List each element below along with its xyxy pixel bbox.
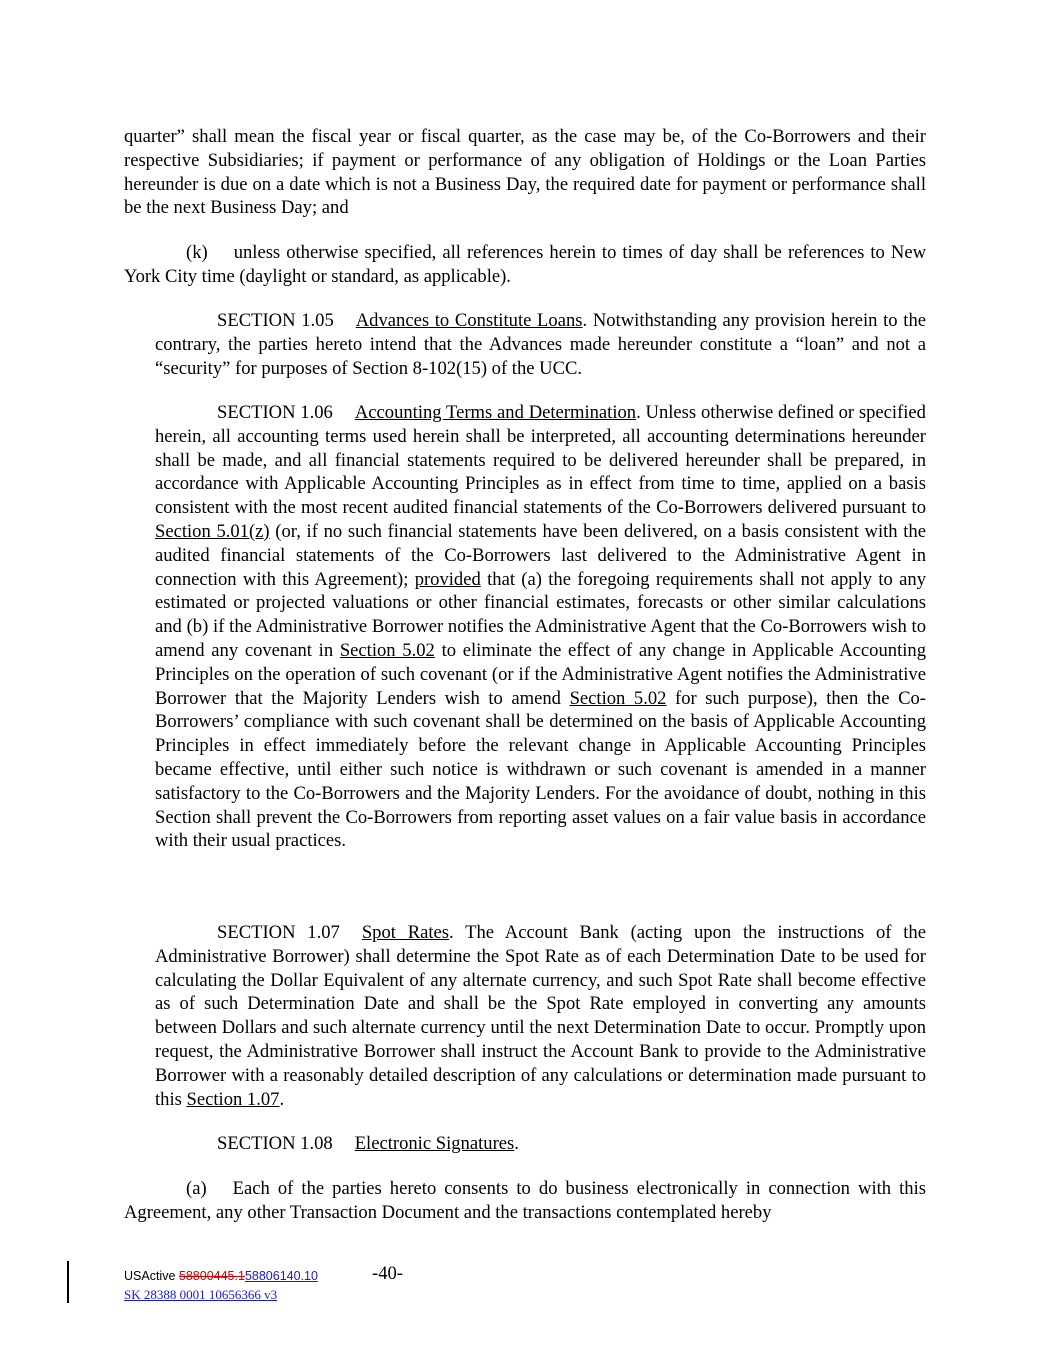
section-1-05: SECTION 1.05 Advances to Constitute Loans. Notwithstanding any provision herein to the contrary, the parties hereto intend that the Advances made hereunder constitute a “loan” and not a “security” for purposes of Section 8-102(15) of the UCC. [155, 310, 926, 379]
section-heading: Electronic Signatures [354, 1133, 515, 1154]
section-heading: Spot Rates [361, 922, 450, 943]
paragraph-intro: quarter” shall mean the fiscal year or fiscal quarter, as the case may be, of the Co-Borrowers and their respective Subsidiaries; if payment or performance of any obligation of Holdings or the Loan Parties hereunder is due on a date which is not a Business Day, the required date for payment or performance shall be the next Business Day; and [124, 126, 926, 219]
clause-label-k: (k) [186, 242, 208, 263]
usactive-label: USActive [124, 1269, 179, 1283]
section-number: SECTION 1.06 [217, 402, 333, 423]
cross-reference: Section 1.07 [186, 1088, 280, 1110]
cross-reference: Section 5.02 [339, 639, 435, 661]
footer-doc-id: SK 28388 0001 10656366 v3 [124, 1287, 278, 1302]
section-heading: Advances to Constitute Loans [355, 310, 583, 331]
paragraph-k: (k) unless otherwise specified, all references herein to times of day shall be references to New York City time (daylight or standard, as applicable). [124, 242, 926, 287]
clause-label-a: (a) [186, 1178, 207, 1199]
section-1-07: SECTION 1.07 Spot Rates. The Account Bank (acting upon the instructions of the Administrative Borrower) shall determine the Spot Rate as of each Determination Date to be used for calculating the Dollar Equivalent of any alternate currency, and such Spot Rate shall become effective as of such Determination Date and shall be the Spot Rate employed in converting any amounts between Dollars and such alternate currency until the next Determination Date to occur. Promptly upon request, the Administrative Borrower shall instruct the Account Bank to provide to the Administrative Borrower with a reasonably detailed description of any calculations or determination made pursuant to this Section 1.07. [155, 922, 926, 1110]
cross-reference: Section 5.02 [569, 687, 667, 709]
section-1-06: SECTION 1.06 Accounting Terms and Determination. Unless otherwise defined or specified herein, all accounting terms used herein shall be interpreted, all accounting determinations hereunder shall be made, and all financial statements required to be delivered hereunder shall be prepared, in accordance with Applicable Accounting Principles as in effect from time to time, applied on a basis consistent with the most recent audited financial statements of the Co-Borrowers delivered pursuant to Section 5.01(z) (or, if no such financial statements have been delivered, on a basis consistent with the audited financial statements of the Co-Borrowers last delivered to the Administrative Agent in connection with this Agreement); provided that (a) the foregoing requirements shall not apply to any estimated or projected valuations or other financial estimates, forecasts or other similar calculations and (b) if the Administrative Borrower notifies the Administrative Agent that the Co-Borrowers wish to amend any covenant in Section 5.02 to eliminate the effect of any change in Applicable Accounting Principles on the operation of such covenant (or if the Administrative Agent notifies the Administrative Borrower that the Majority Lenders wish to amend Section 5.02 for such purpose), then the Co-Borrowers’ compliance with such covenant shall be determined on the basis of Applicable Accounting Principles in effect immediately before the relevant change in Applicable Accounting Principles became effective, until either such notice is withdrawn or such covenant is amended in a manner satisfactory to the Co-Borrowers and the Majority Lenders. For the avoidance of doubt, nothing in this Section shall prevent the Co-Borrowers from reporting asset values on a fair value basis in accordance with their usual practices. [155, 402, 926, 852]
section-number: SECTION 1.08 [217, 1133, 333, 1154]
section-number: SECTION 1.07 [217, 922, 340, 943]
inserted-doc-id: 58806140.10 [244, 1269, 318, 1283]
page-number: -40- [372, 1263, 403, 1284]
footer-docref [124, 1267, 318, 1285]
section-1-08: SECTION 1.08 Electronic Signatures. [217, 1133, 519, 1154]
proviso-term: provided [414, 568, 481, 590]
section-heading: Accounting Terms and Determination [354, 402, 637, 423]
change-bar [67, 1261, 69, 1303]
paragraph-a: (a) Each of the parties hereto consents to do business electronically in connection with this Agreement, any other Transaction Document and the transactions contemplated hereby [124, 1178, 926, 1223]
cross-reference: Section 5.01(z) [155, 520, 270, 542]
section-number: SECTION 1.05 [217, 310, 334, 331]
deleted-doc-id: 58800445.1 [178, 1269, 245, 1283]
